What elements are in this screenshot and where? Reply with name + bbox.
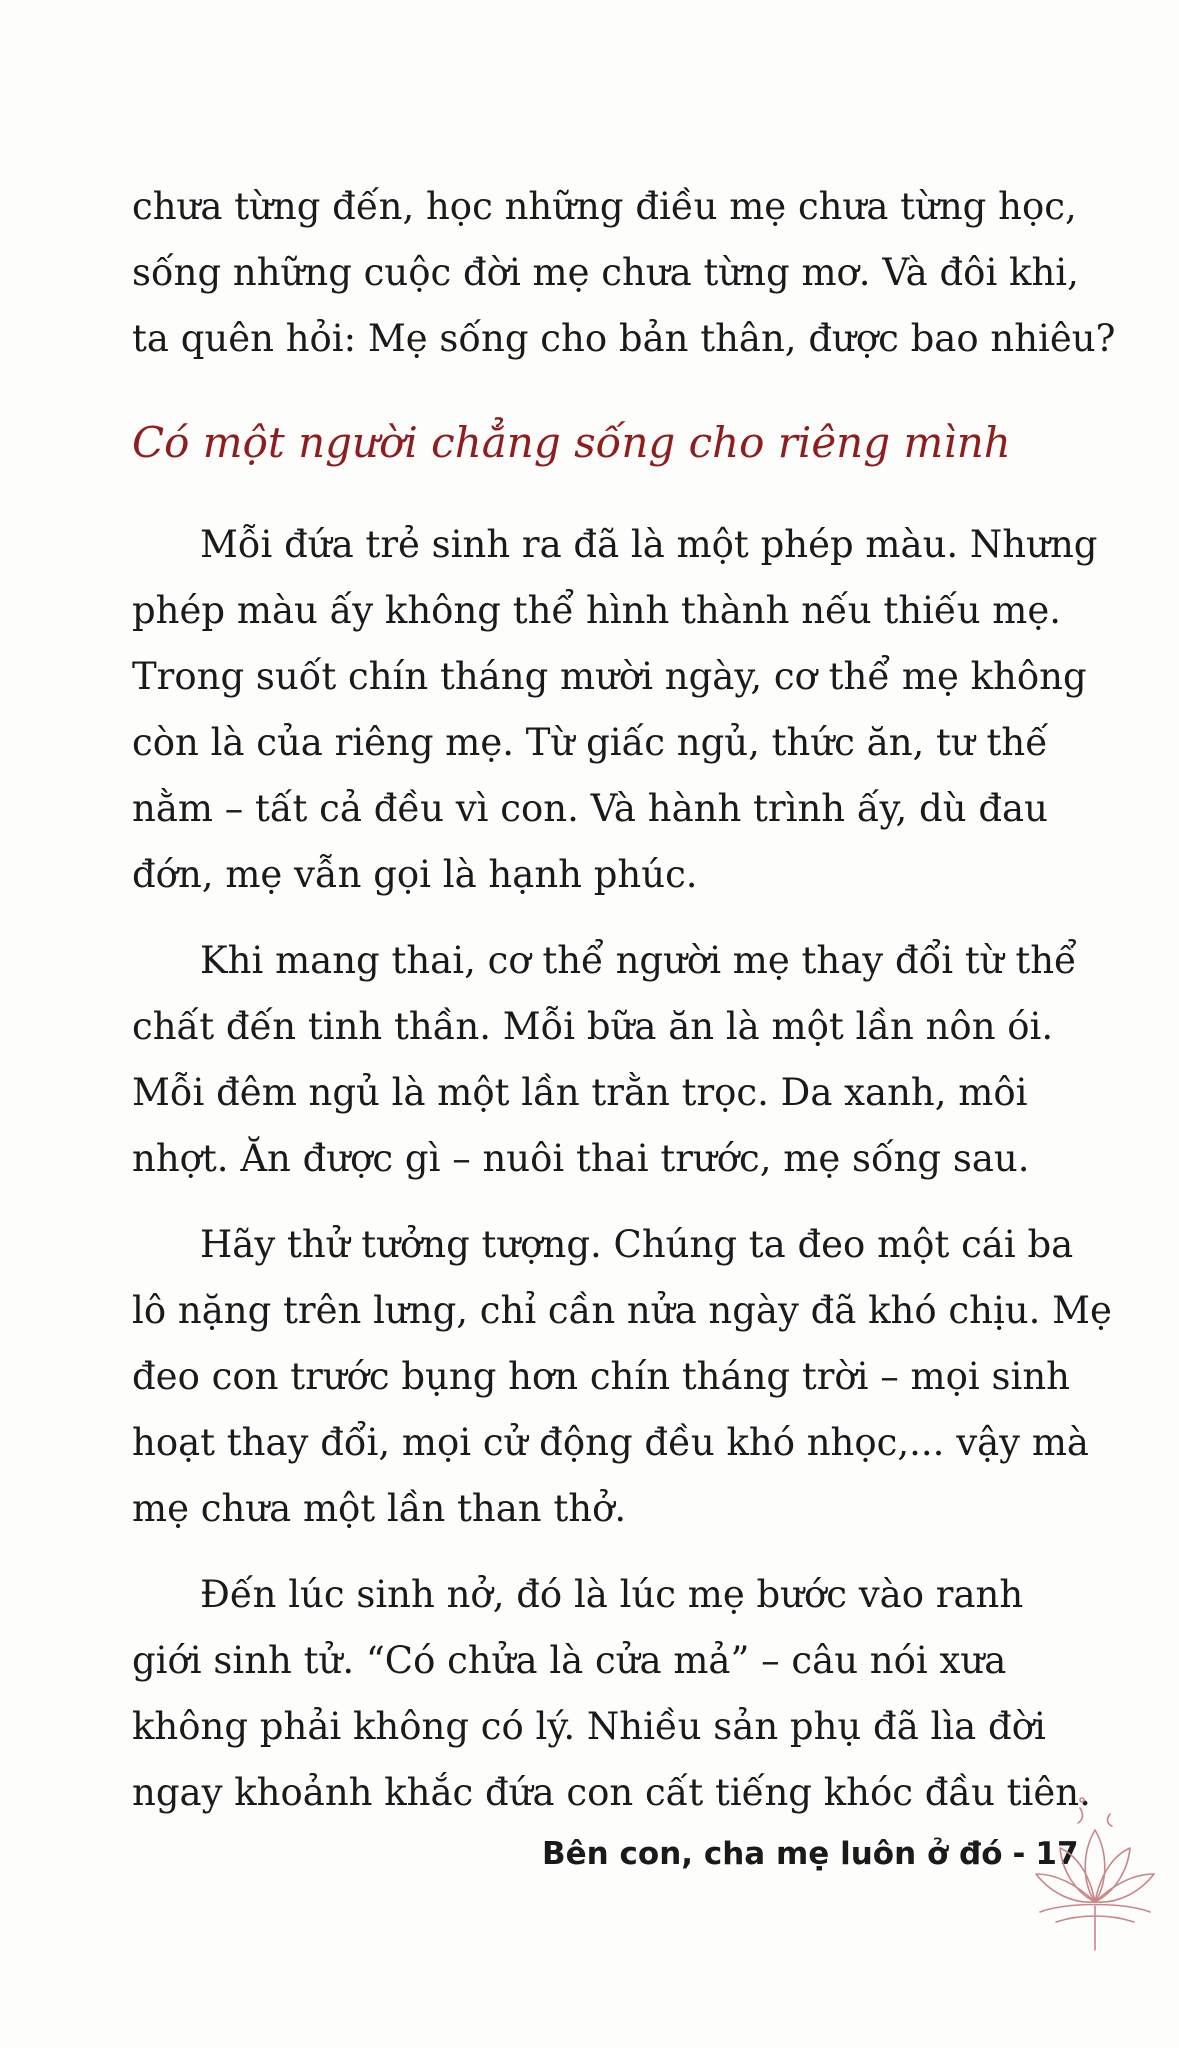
body-line: còn là của riêng mẹ. Từ giấc ngủ, thức ăn, tư thế (132, 721, 1048, 764)
intro-line: ta quên hỏi: Mẹ sống cho bản thân, được bao nhiêu? (132, 317, 1116, 360)
body-line: phép màu ấy không thể hình thành nếu thiếu mẹ. (132, 589, 1062, 632)
body-line: nằm – tất cả đều vì con. Và hành trình ấy, dù đau (132, 787, 1048, 830)
footer-separator: - (1012, 1836, 1026, 1872)
page-number: 17 (1035, 1836, 1079, 1872)
section-heading: Có một người chẳng sống cho riêng mình (132, 418, 1011, 467)
section-body (132, 512, 1112, 1846)
body-line: lô nặng trên lưng, chỉ cần nửa ngày đã khó chịu. Mẹ (132, 1289, 1112, 1332)
paragraph-4 (132, 1562, 1091, 1826)
body-line: Trong suốt chín tháng mười ngày, cơ thể mẹ không (132, 655, 1087, 698)
paragraph-2 (132, 928, 1077, 1192)
body-line: không phải không có lý. Nhiều sản phụ đã lìa đời (132, 1705, 1046, 1748)
body-line: Mỗi đêm ngủ là một lần trằn trọc. Da xanh, môi (132, 1071, 1028, 1114)
body-line: mẹ chưa một lần than thở. (132, 1487, 627, 1530)
lotus-icon (1020, 1790, 1170, 1960)
body-line: Hãy thử tưởng tượng. Chúng ta đeo một cái ba (200, 1223, 1074, 1266)
intro-line: chưa từng đến, học những điều mẹ chưa từng học, (132, 185, 1077, 228)
body-line: hoạt thay đổi, mọi cử động đều khó nhọc,... vậy mà (132, 1421, 1089, 1464)
running-title: Bên con, cha mẹ luôn ở đó (542, 1836, 1003, 1872)
page-footer (542, 1836, 1079, 1872)
body-line: Đến lúc sinh nở, đó là lúc mẹ bước vào ranh (200, 1573, 1024, 1616)
paragraph-1 (132, 512, 1098, 908)
intro-paragraph (132, 174, 1116, 372)
body-line: đớn, mẹ vẫn gọi là hạnh phúc. (132, 853, 698, 896)
body-line: Khi mang thai, cơ thể người mẹ thay đổi từ thể (200, 939, 1077, 982)
intro-line: sống những cuộc đời mẹ chưa từng mơ. Và đôi khi, (132, 251, 1079, 294)
body-line: đeo con trước bụng hơn chín tháng trời – mọi sinh (132, 1355, 1070, 1398)
body-line: chất đến tinh thần. Mỗi bữa ăn là một lần nôn ói. (132, 1005, 1054, 1048)
body-line: giới sinh tử. “Có chửa là cửa mả” – câu nói xưa (132, 1639, 1007, 1682)
body-line: nhợt. Ăn được gì – nuôi thai trước, mẹ sống sau. (132, 1137, 1030, 1180)
body-line: Mỗi đứa trẻ sinh ra đã là một phép màu. Nhưng (200, 523, 1098, 566)
body-line: ngay khoảnh khắc đứa con cất tiếng khóc đầu tiên. (132, 1771, 1091, 1814)
paragraph-3 (132, 1212, 1112, 1542)
